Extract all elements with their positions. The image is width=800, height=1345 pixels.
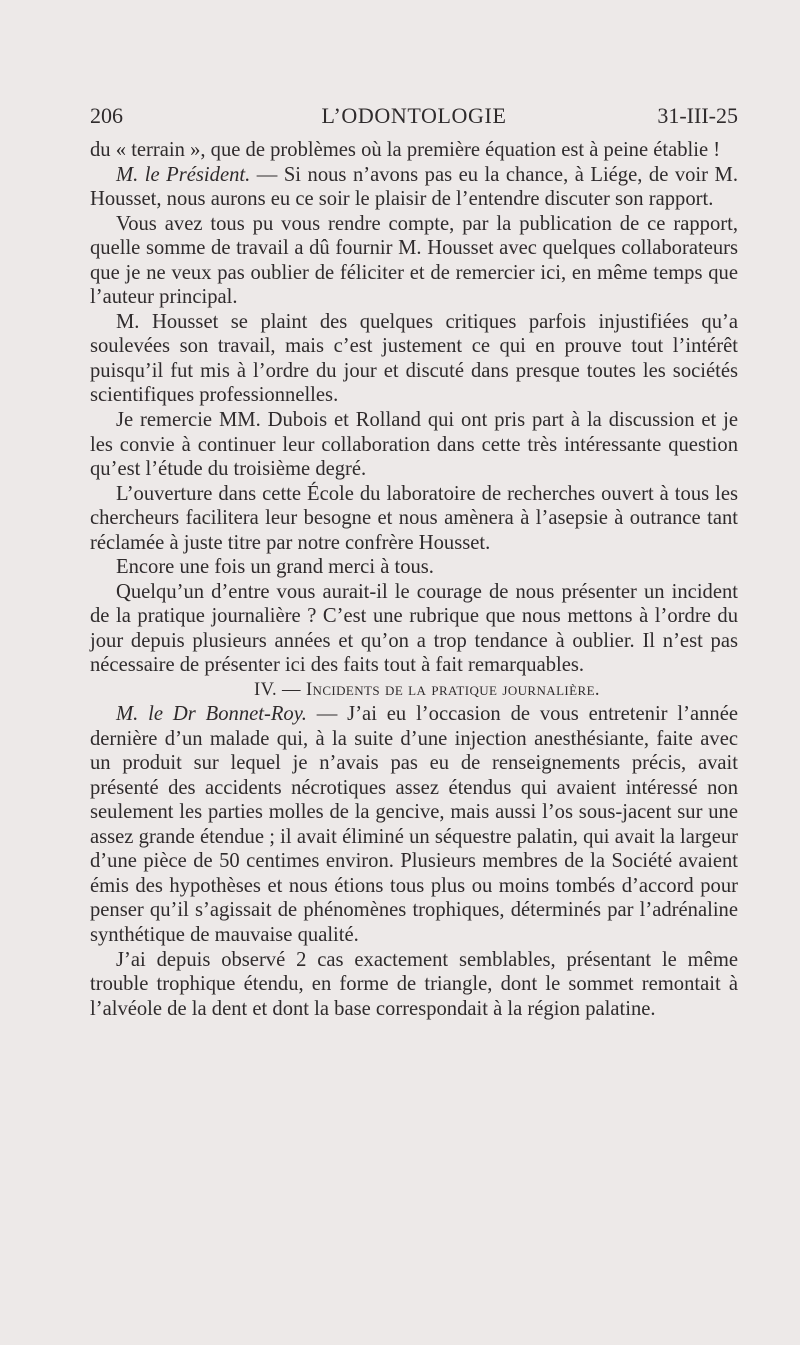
paragraph-text: Encore une fois un grand merci à tous. (116, 556, 434, 579)
section-number: IV. — (254, 680, 301, 701)
paragraph-bonnet-roy-speech (90, 702, 738, 947)
speaker-name: M. le Président. (116, 163, 251, 186)
paragraph (90, 482, 738, 556)
paragraph (90, 948, 738, 1022)
paragraph (90, 580, 738, 678)
section-title: Incidents de la pratique journalière. (305, 680, 600, 701)
journal-title: L’ODONTOLOGIE (321, 103, 507, 128)
paragraph-continuation (90, 138, 738, 163)
paragraph-text: — J’ai eu l’occasion de vous entretenir l’année dernière d’un malade qui, à la suite d’une injection anesthésiante, faite avec un produit sur lequel je n’avais pas eu de renseignements précis, avait présenté des accidents nécrotiques assez étendus qui avaient intéressé non seulement les parties molles de la gencive, mais aussi l’os sous-jacent sur une assez grande étendue ; il avait éliminé un séquestre palatin, qui avait la largeur d’une pièce de 50 centimes environ. Plusieurs membres de la Société avaient émis des hypothèses et nous étions tous plus ou moins tombés d’accord pour penser qu’il s’agissait de phénomènes trophiques, déterminés par l’adrénaline synthétique de mauvaise qualité. (90, 703, 738, 946)
page-number: 206 (90, 103, 123, 128)
paragraph-text: Quelqu’un d’entre vous aurait-il le courage de nous présenter un incident de la pratique journalière ? C’est une rubrique que nous mettons à l’ordre du jour depuis plusieurs années et qu’on a trop tendance à oublier. Il n’est pas nécessaire de présenter ici des faits tout à fait remarquables. (90, 580, 738, 677)
paragraph-text: du « terrain », que de problèmes où la première équation est à peine établie ! (90, 139, 721, 161)
paragraph-text: Vous avez tous pu vous rendre compte, par la publication de ce rapport, quelle somme de travail a dû fournir M. Housset avec quelques collaborateurs que je ne veux pas oublier de féliciter et de remercier ici, en même temps que l’auteur principal. (90, 212, 738, 309)
paragraph-text: L’ouverture dans cette École du laboratoire de recherches ouvert à tous les chercheurs facilitera leur besogne et nous amènera à l’asepsie à outrance tant réclamée à juste titre par notre confrère Housset. (90, 482, 738, 554)
running-head (90, 101, 738, 131)
paragraph (90, 310, 738, 408)
paragraph-text: M. Housset se plaint des quelques critiques parfois injustifiées qu’a soulevées son travail, mais c’est justement ce qui en prouve tout l’intérêt puisqu’il fut mis à l’ordre du jour et discuté dans presque toutes les sociétés scientifiques professionnelles. (90, 310, 738, 407)
paragraph (90, 212, 738, 310)
section-heading (90, 678, 738, 702)
issue-date: 31-III-25 (657, 103, 738, 128)
paragraph (90, 408, 738, 482)
body-text (90, 138, 738, 1021)
paragraph-text: — Si nous n’avons pas eu la chance, à Liége, de voir M. Housset, nous aurons eu ce soir le plaisir de l’entendre discuter son rapport. (90, 163, 738, 211)
paragraph-text: Je remercie MM. Dubois et Rolland qui ont pris part à la discussion et je les convie à continuer leur collaboration dans cette très intéressante question qu’est l’étude du troisième degré. (90, 409, 738, 481)
paragraph-president-speech (90, 163, 738, 212)
paragraph (90, 555, 738, 580)
speaker-name: M. le Dr Bonnet-Roy. (116, 703, 307, 726)
paragraph-text: J’ai depuis observé 2 cas exactement semblables, présentant le même trouble trophique étendu, en forme de triangle, dont le sommet remontait à l’alvéole de la dent et dont la base correspondait à la région palatine. (90, 948, 738, 1020)
